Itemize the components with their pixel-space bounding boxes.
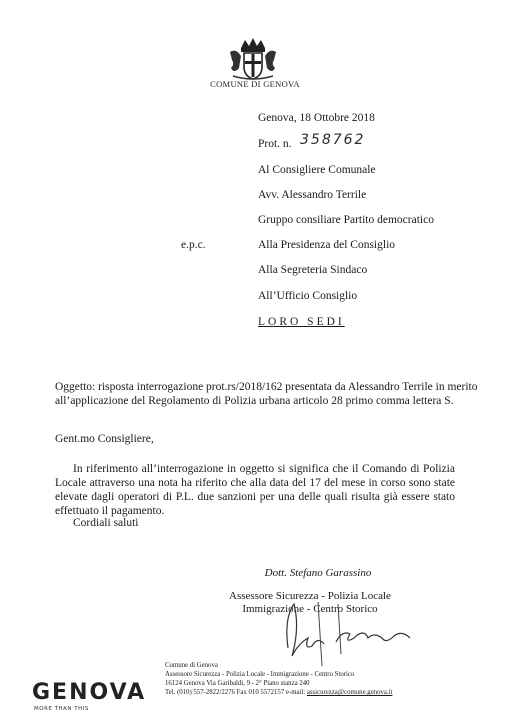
recipient-line: All’Ufficio Consiglio xyxy=(258,290,358,302)
recipient-line: Alla Presidenza del Consiglio xyxy=(258,239,396,251)
genova-logo-text: GENOVA xyxy=(32,680,147,705)
footer-dept: Assessore Sicurezza - Polizia Locale - Immigrazione - Centro Storico xyxy=(165,671,355,678)
recipient-line: Avv. Alessandro Terrile xyxy=(258,189,367,201)
footer-address: 16124 Genova Via Garibaldi, 9 - 2° Piano stanza 240 xyxy=(165,680,310,687)
recipient-line: Al Consigliere Comunale xyxy=(258,164,376,176)
greeting: Gent.mo Consigliere, xyxy=(55,433,154,445)
genova-logo-tagline: MORE THAN THIS xyxy=(34,706,89,712)
protocol-label: Prot. n. xyxy=(258,138,292,150)
signatory-role-2: Immigrazione - Centro Storico xyxy=(242,603,378,615)
closing: Cordiali saluti xyxy=(73,517,139,529)
recipient-line: Gruppo consiliare Partito democratico xyxy=(258,214,434,226)
loro-sedi: LORO SEDI xyxy=(258,316,345,328)
signatory-name: Dott. Stefano Garassino xyxy=(264,567,372,579)
footer-contacts: Tel. (010) 557-2822/2276 Fax 010 5572157 e-mail: assicurezza@comune.genova.it xyxy=(165,689,393,696)
handwritten-signature xyxy=(278,598,428,670)
municipality-title: COMUNE DI GENOVA xyxy=(210,79,300,89)
footer-email-link[interactable]: assicurezza@comune.genova.it xyxy=(306,689,393,696)
protocol-number: 358762 xyxy=(300,132,366,148)
body-paragraph: In riferimento all’interrogazione in oggetto si significa che il Comando di Polizia Locale attraverso una nota ha riferito che alla data del 17 del mese in corso sono state elevate dagli operatori di P.L. due sanzioni per una delle quali risulta già essere stato effettuato il pagamento. xyxy=(55,463,455,517)
signatory-role-1: Assessore Sicurezza - Polizia Locale xyxy=(229,590,391,602)
epc-label: e.p.c. xyxy=(181,239,206,251)
recipient-line: Alla Segreteria Sindaco xyxy=(258,264,368,276)
footer-org: Comune di Genova xyxy=(165,662,218,669)
subject-line-1: Oggetto: risposta interrogazione prot.rs/2018/162 presentata da Alessandro Terrile in merito xyxy=(55,381,478,393)
city-crest-icon xyxy=(227,34,279,82)
subject-line-2: all’applicazione del Regolamento di Polizia urbana articolo 28 primo comma lettera S. xyxy=(55,395,454,407)
letter-date: Genova, 18 Ottobre 2018 xyxy=(258,112,375,124)
